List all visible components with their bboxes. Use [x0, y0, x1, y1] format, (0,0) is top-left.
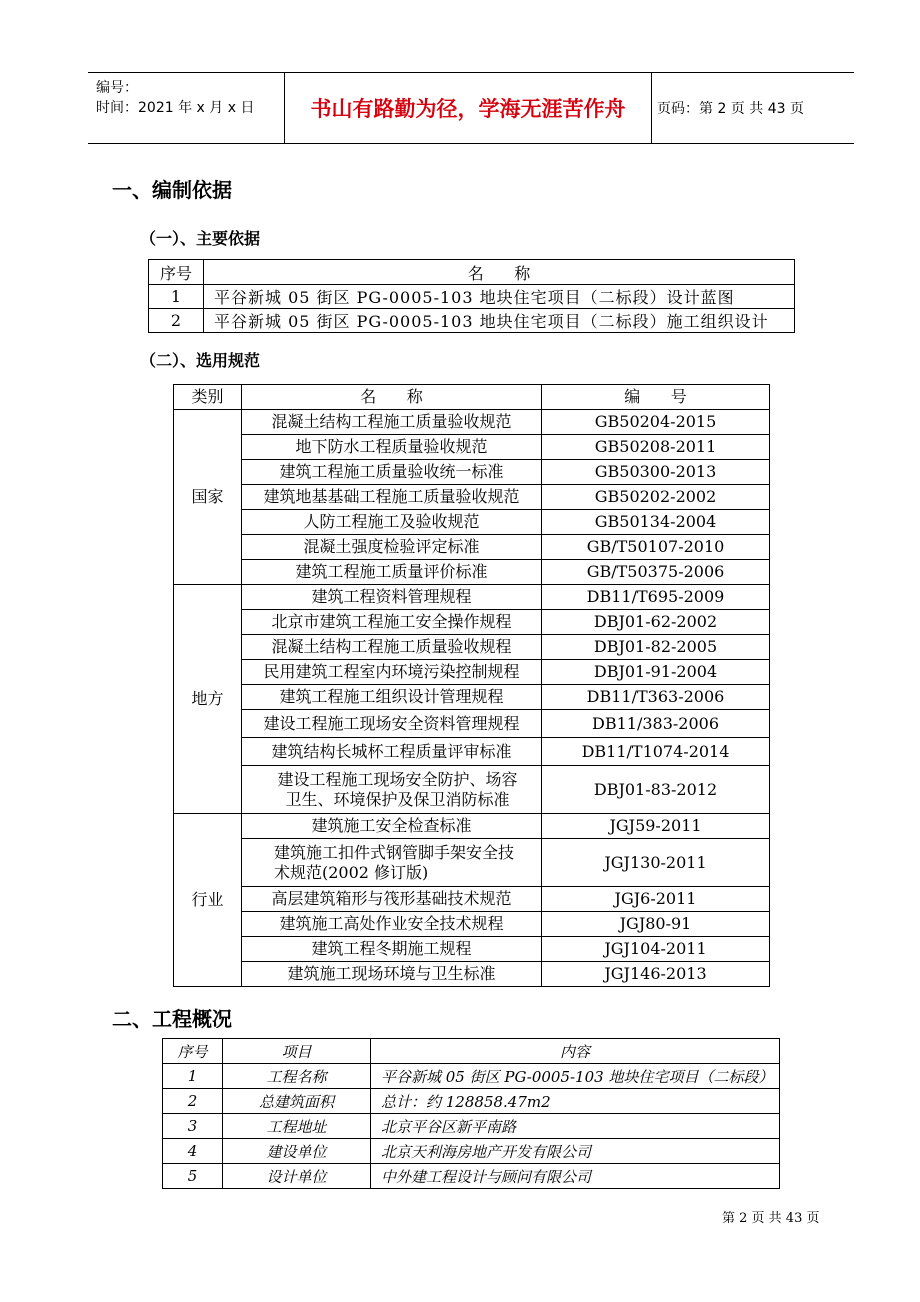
header-meta: [88, 73, 284, 143]
row-number: 4: [163, 1139, 223, 1164]
doc-number-label: 编号：: [96, 80, 138, 96]
standard-name: 高层建筑箱形与筏形基础技术规范: [242, 887, 542, 912]
table-row: [174, 410, 770, 435]
standard-code: GB50134-2004: [542, 510, 770, 535]
standards-table: [173, 384, 770, 987]
standard-code: JGJ6-2011: [542, 887, 770, 912]
standard-name: 地下防水工程质量验收规范: [242, 435, 542, 460]
table-row: [174, 460, 770, 485]
table-row: [149, 309, 795, 333]
standard-name: 混凝土结构工程施工质量验收规范: [242, 410, 542, 435]
standard-name: 建筑施工扣件式钢管脚手架安全技术规范(2002 修订版): [242, 839, 542, 887]
table-row: [174, 839, 770, 887]
standard-code: DB11/T363-2006: [542, 685, 770, 710]
table-row: [174, 535, 770, 560]
section1-sub2-title: （二）、选用规范: [140, 351, 261, 370]
row-content: 中外建工程设计与顾问有限公司: [371, 1164, 780, 1189]
table-row: [163, 1114, 780, 1139]
table-row: [174, 937, 770, 962]
table-row: [174, 510, 770, 535]
table-row: [174, 685, 770, 710]
table-row: [163, 1064, 780, 1089]
section1-sub1-title: （一）、主要依据: [140, 229, 261, 248]
table-row: [174, 962, 770, 987]
table-row: [174, 660, 770, 685]
standard-name: 建筑工程施工质量验收统一标准: [242, 460, 542, 485]
header-cell: 编 号: [542, 385, 770, 410]
standard-code: DB11/383-2006: [542, 710, 770, 738]
table-row: [163, 1164, 780, 1189]
table-row: [174, 912, 770, 937]
row-content: 平谷新城 05 街区 PG-0005-103 地块住宅项目（二标段）: [371, 1064, 780, 1089]
standard-name: 建筑地基基础工程施工质量验收规范: [242, 485, 542, 510]
table-row: [174, 766, 770, 814]
row-number: 1: [149, 285, 204, 309]
table-row: [174, 710, 770, 738]
standard-code: DBJ01-62-2002: [542, 610, 770, 635]
table-header-row: [174, 385, 770, 410]
page-header: [88, 72, 854, 144]
row-number: 2: [163, 1089, 223, 1114]
row-content: 北京平谷区新平南路: [371, 1114, 780, 1139]
standard-name: 北京市建筑工程施工安全操作规程: [242, 610, 542, 635]
header-cell: 序号: [163, 1039, 223, 1064]
standard-code: JGJ80-91: [542, 912, 770, 937]
standard-code: GB50204-2015: [542, 410, 770, 435]
header-slogan: 书山有路勤为径，学海无涯苦作舟: [284, 73, 652, 143]
standard-code: GB50300-2013: [542, 460, 770, 485]
row-number: 1: [163, 1064, 223, 1089]
table-row: [163, 1089, 780, 1114]
standard-name: 建筑施工高处作业安全技术规程: [242, 912, 542, 937]
category-cell: 地方: [174, 585, 242, 814]
header-cell: 名 称: [242, 385, 542, 410]
header-cell: 名 称: [204, 260, 795, 285]
standard-code: GB/T50107-2010: [542, 535, 770, 560]
standard-code: JGJ146-2013: [542, 962, 770, 987]
table-header-row: [149, 260, 795, 285]
section1-title: 一、编制依据: [112, 178, 232, 202]
standard-code: GB50202-2002: [542, 485, 770, 510]
row-number: 3: [163, 1114, 223, 1139]
page-footer: 第 2 页 共 43 页: [722, 1211, 820, 1226]
row-item: 建设单位: [223, 1139, 371, 1164]
standard-name: 建筑工程资料管理规程: [242, 585, 542, 610]
row-name: 平谷新城 05 街区 PG-0005-103 地块住宅项目（二标段）施工组织设计: [204, 309, 795, 333]
standard-name: 民用建筑工程室内环境污染控制规程: [242, 660, 542, 685]
header-page-label: 页码：第 2 页 共 43 页: [657, 101, 804, 117]
standard-name: 建筑工程施工组织设计管理规程: [242, 685, 542, 710]
standard-code: GB50208-2011: [542, 435, 770, 460]
table-row: [174, 635, 770, 660]
standard-name: 混凝土强度检验评定标准: [242, 535, 542, 560]
header-cell: 内容: [371, 1039, 780, 1064]
table-row: [174, 814, 770, 839]
standard-name: 混凝土结构工程施工质量验收规程: [242, 635, 542, 660]
row-number: 2: [149, 309, 204, 333]
row-item: 工程地址: [223, 1114, 371, 1139]
row-item: 设计单位: [223, 1164, 371, 1189]
table-row: [174, 887, 770, 912]
standard-code: DB11/T1074-2014: [542, 738, 770, 766]
table-row: [174, 435, 770, 460]
standard-name: 建筑施工安全检查标准: [242, 814, 542, 839]
row-number: 5: [163, 1164, 223, 1189]
standard-code: DB11/T695-2009: [542, 585, 770, 610]
standard-code: DBJ01-83-2012: [542, 766, 770, 814]
standard-name: 建筑结构长城杯工程质量评审标准: [242, 738, 542, 766]
standard-name: 建筑工程冬期施工规程: [242, 937, 542, 962]
row-name: 平谷新城 05 街区 PG-0005-103 地块住宅项目（二标段）设计蓝图: [204, 285, 795, 309]
table-row: [174, 485, 770, 510]
row-content: 北京天利海房地产开发有限公司: [371, 1139, 780, 1164]
basis-table: [148, 259, 795, 333]
standard-name: 建筑施工现场环境与卫生标准: [242, 962, 542, 987]
row-item: 总建筑面积: [223, 1089, 371, 1114]
standard-name: 人防工程施工及验收规范: [242, 510, 542, 535]
standard-code: DBJ01-82-2005: [542, 635, 770, 660]
table-row: [174, 560, 770, 585]
standard-name: 建筑工程施工质量评价标准: [242, 560, 542, 585]
section2-title: 二、工程概况: [112, 1007, 232, 1031]
standard-code: JGJ104-2011: [542, 937, 770, 962]
standard-code: DBJ01-91-2004: [542, 660, 770, 685]
category-cell: 行业: [174, 814, 242, 987]
standard-code: JGJ59-2011: [542, 814, 770, 839]
table-row: [174, 610, 770, 635]
standard-name: 建设工程施工现场安全资料管理规程: [242, 710, 542, 738]
table-row: [163, 1139, 780, 1164]
standard-code: JGJ130-2011: [542, 839, 770, 887]
header-cell: 类别: [174, 385, 242, 410]
standard-name: 建设工程施工现场安全防护、场容卫生、环境保护及保卫消防标准: [242, 766, 542, 814]
header-cell: 项目: [223, 1039, 371, 1064]
category-cell: 国家: [174, 410, 242, 585]
table-row: [149, 285, 795, 309]
overview-table: [162, 1038, 780, 1189]
header-cell: 序号: [149, 260, 204, 285]
standard-code: GB/T50375-2006: [542, 560, 770, 585]
row-content: 总计：约 128858.47m2: [371, 1089, 780, 1114]
table-row: [174, 738, 770, 766]
row-item: 工程名称: [223, 1064, 371, 1089]
table-row: [174, 585, 770, 610]
table-header-row: [163, 1039, 780, 1064]
doc-time-label: 时间：2021 年 x 月 x 日: [96, 100, 255, 116]
